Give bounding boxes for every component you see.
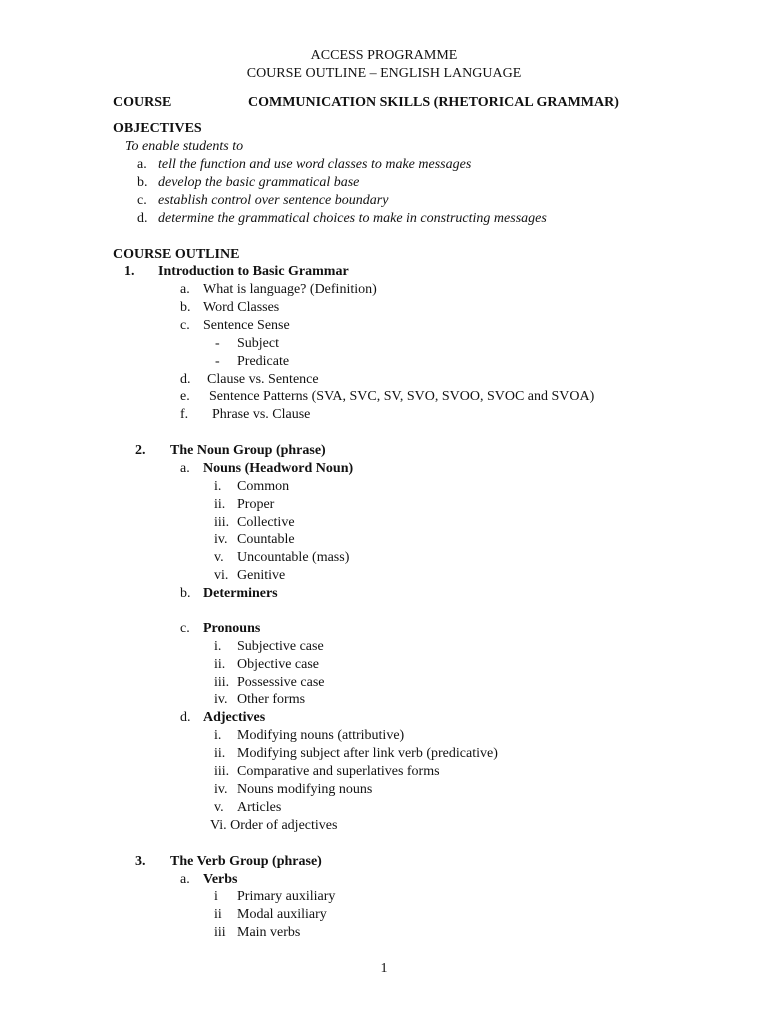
list-item: Vi. Order of adjectives <box>210 818 338 833</box>
roman-marker: iv. <box>214 532 228 547</box>
objective-item: tell the function and use word classes to make messages <box>158 157 472 172</box>
dash-marker: - <box>215 354 220 369</box>
list-item: Countable <box>237 532 295 547</box>
section-number: 1. <box>124 264 135 279</box>
item-marker: a. <box>180 872 190 887</box>
section-number: 2. <box>135 443 146 458</box>
roman-marker: v. <box>214 800 224 815</box>
list-item: Modal auxiliary <box>237 907 327 922</box>
objective-marker: a. <box>137 157 147 172</box>
list-item: Proper <box>237 497 275 512</box>
roman-marker: i <box>214 889 218 904</box>
item-marker: d. <box>180 710 191 725</box>
list-item: Objective case <box>237 657 320 672</box>
list-item: Modifying subject after link verb (predicative) <box>237 746 498 761</box>
objective-marker: b. <box>137 175 148 190</box>
roman-marker: iv. <box>214 782 228 797</box>
roman-marker: vi. <box>214 568 229 583</box>
objective-item: develop the basic grammatical base <box>158 175 360 190</box>
roman-marker: ii. <box>214 657 226 672</box>
roman-marker: i. <box>214 479 222 494</box>
item-marker: c. <box>180 318 190 333</box>
objective-item: establish control over sentence boundary <box>158 193 389 208</box>
list-item: Sentence Patterns (SVA, SVC, SV, SVO, SVOO, SVOC and SVOA) <box>209 389 595 404</box>
course-label: COURSE <box>113 95 172 110</box>
objective-marker: d. <box>137 211 148 226</box>
list-item: Genitive <box>237 568 286 583</box>
page-number: 1 <box>380 961 388 976</box>
list-item: Modifying nouns (attributive) <box>237 728 405 743</box>
list-item: Main verbs <box>237 925 301 940</box>
subsection-title: Verbs <box>203 872 238 887</box>
item-marker: a. <box>180 282 190 297</box>
item-marker: a. <box>180 461 190 476</box>
list-item: Subjective case <box>237 639 324 654</box>
program-title: ACCESS PROGRAMME <box>310 48 458 63</box>
section-title: The Noun Group (phrase) <box>170 443 326 458</box>
roman-marker: ii. <box>214 746 226 761</box>
item-marker: b. <box>180 300 191 315</box>
outline-title: COURSE OUTLINE – ENGLISH LANGUAGE <box>246 66 522 81</box>
section-number: 3. <box>135 854 146 869</box>
roman-marker: v. <box>214 550 224 565</box>
list-item: Phrase vs. Clause <box>212 407 311 422</box>
list-item: Sentence Sense <box>203 318 290 333</box>
list-item: Subject <box>237 336 279 351</box>
outline-heading: COURSE OUTLINE <box>113 247 240 262</box>
list-item: Comparative and superlatives forms <box>237 764 440 779</box>
list-item: Predicate <box>237 354 290 369</box>
objectives-heading: OBJECTIVES <box>113 121 202 136</box>
list-item: Other forms <box>237 692 306 707</box>
list-item: Articles <box>237 800 282 815</box>
section-title: Introduction to Basic Grammar <box>158 264 349 279</box>
roman-marker: ii <box>214 907 222 922</box>
objective-item: determine the grammatical choices to make in constructing messages <box>158 211 547 226</box>
course-title: COMMUNICATION SKILLS (RHETORICAL GRAMMAR) <box>248 95 619 110</box>
roman-marker: iii. <box>214 675 230 690</box>
objectives-intro: To enable students to <box>125 139 244 154</box>
list-item: Collective <box>237 515 295 530</box>
subsection-title: Adjectives <box>203 710 266 725</box>
list-item: Uncountable (mass) <box>237 550 350 565</box>
subsection-title: Determiners <box>203 586 278 601</box>
list-item: Common <box>237 479 290 494</box>
subsection-title: Pronouns <box>203 621 261 636</box>
list-item: What is language? (Definition) <box>203 282 377 297</box>
roman-marker: ii. <box>214 497 226 512</box>
roman-marker: i. <box>214 639 222 654</box>
roman-marker: iii <box>214 925 226 940</box>
item-marker: f. <box>180 407 189 422</box>
roman-marker: iv. <box>214 692 228 707</box>
objective-marker: c. <box>137 193 147 208</box>
item-marker: b. <box>180 586 191 601</box>
item-marker: e. <box>180 389 190 404</box>
subsection-title: Nouns (Headword Noun) <box>203 461 354 476</box>
dash-marker: - <box>215 336 220 351</box>
list-item: Clause vs. Sentence <box>207 372 319 387</box>
roman-marker: i. <box>214 728 222 743</box>
list-item: Word Classes <box>203 300 280 315</box>
roman-marker: iii. <box>214 515 230 530</box>
list-item: Nouns modifying nouns <box>237 782 373 797</box>
item-marker: d. <box>180 372 191 387</box>
item-marker: c. <box>180 621 190 636</box>
list-item: Possessive case <box>237 675 325 690</box>
roman-marker: iii. <box>214 764 230 779</box>
list-item: Primary auxiliary <box>237 889 336 904</box>
section-title: The Verb Group (phrase) <box>170 854 322 869</box>
